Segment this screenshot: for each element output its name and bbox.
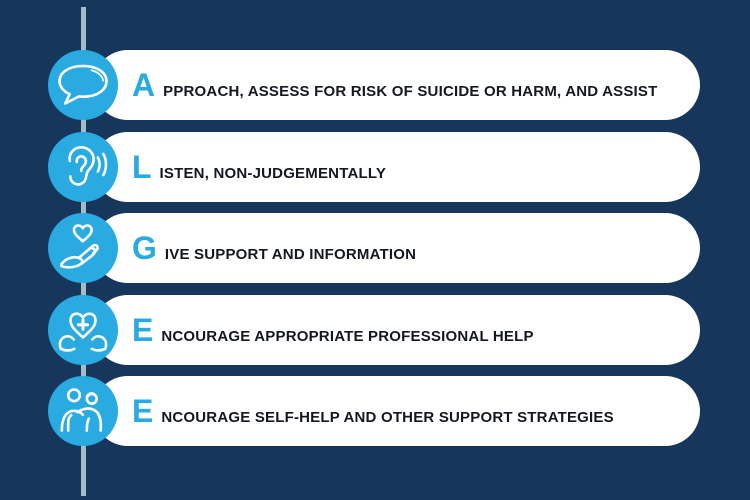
item-pill bbox=[93, 50, 700, 120]
item-lead-letter: A bbox=[132, 67, 156, 103]
item-text bbox=[132, 395, 614, 427]
item-pill bbox=[93, 132, 700, 202]
list-item bbox=[48, 376, 700, 446]
item-text bbox=[132, 151, 386, 183]
item-rest-text: PPROACH, ASSESS FOR RISK OF SUICIDE OR HARM, AND ASSIST bbox=[163, 83, 658, 100]
speech-bubble-icon bbox=[48, 50, 118, 120]
list-item bbox=[48, 50, 700, 120]
item-pill bbox=[93, 213, 700, 283]
list-item bbox=[48, 295, 700, 365]
item-lead-letter: E bbox=[132, 312, 154, 348]
item-pill bbox=[93, 376, 700, 446]
item-lead-letter: G bbox=[132, 230, 157, 266]
item-text bbox=[132, 232, 416, 264]
item-text bbox=[132, 314, 534, 346]
list-item bbox=[48, 213, 700, 283]
ear-listening-icon bbox=[48, 132, 118, 202]
item-rest-text: NCOURAGE SELF-HELP AND OTHER SUPPORT STRATEGIES bbox=[161, 409, 614, 426]
item-lead-letter: L bbox=[132, 149, 152, 185]
hand-holding-heart-icon bbox=[48, 213, 118, 283]
item-text bbox=[132, 69, 658, 101]
list-item bbox=[48, 132, 700, 202]
item-rest-text: ISTEN, NON-JUDGEMENTALLY bbox=[159, 165, 387, 182]
people-support-icon bbox=[48, 376, 118, 446]
item-lead-letter: E bbox=[132, 393, 154, 429]
item-rest-text: IVE SUPPORT AND INFORMATION bbox=[164, 246, 417, 263]
hands-medical-heart-icon bbox=[48, 295, 118, 365]
item-pill bbox=[93, 295, 700, 365]
item-rest-text: NCOURAGE APPROPRIATE PROFESSIONAL HELP bbox=[161, 328, 534, 345]
